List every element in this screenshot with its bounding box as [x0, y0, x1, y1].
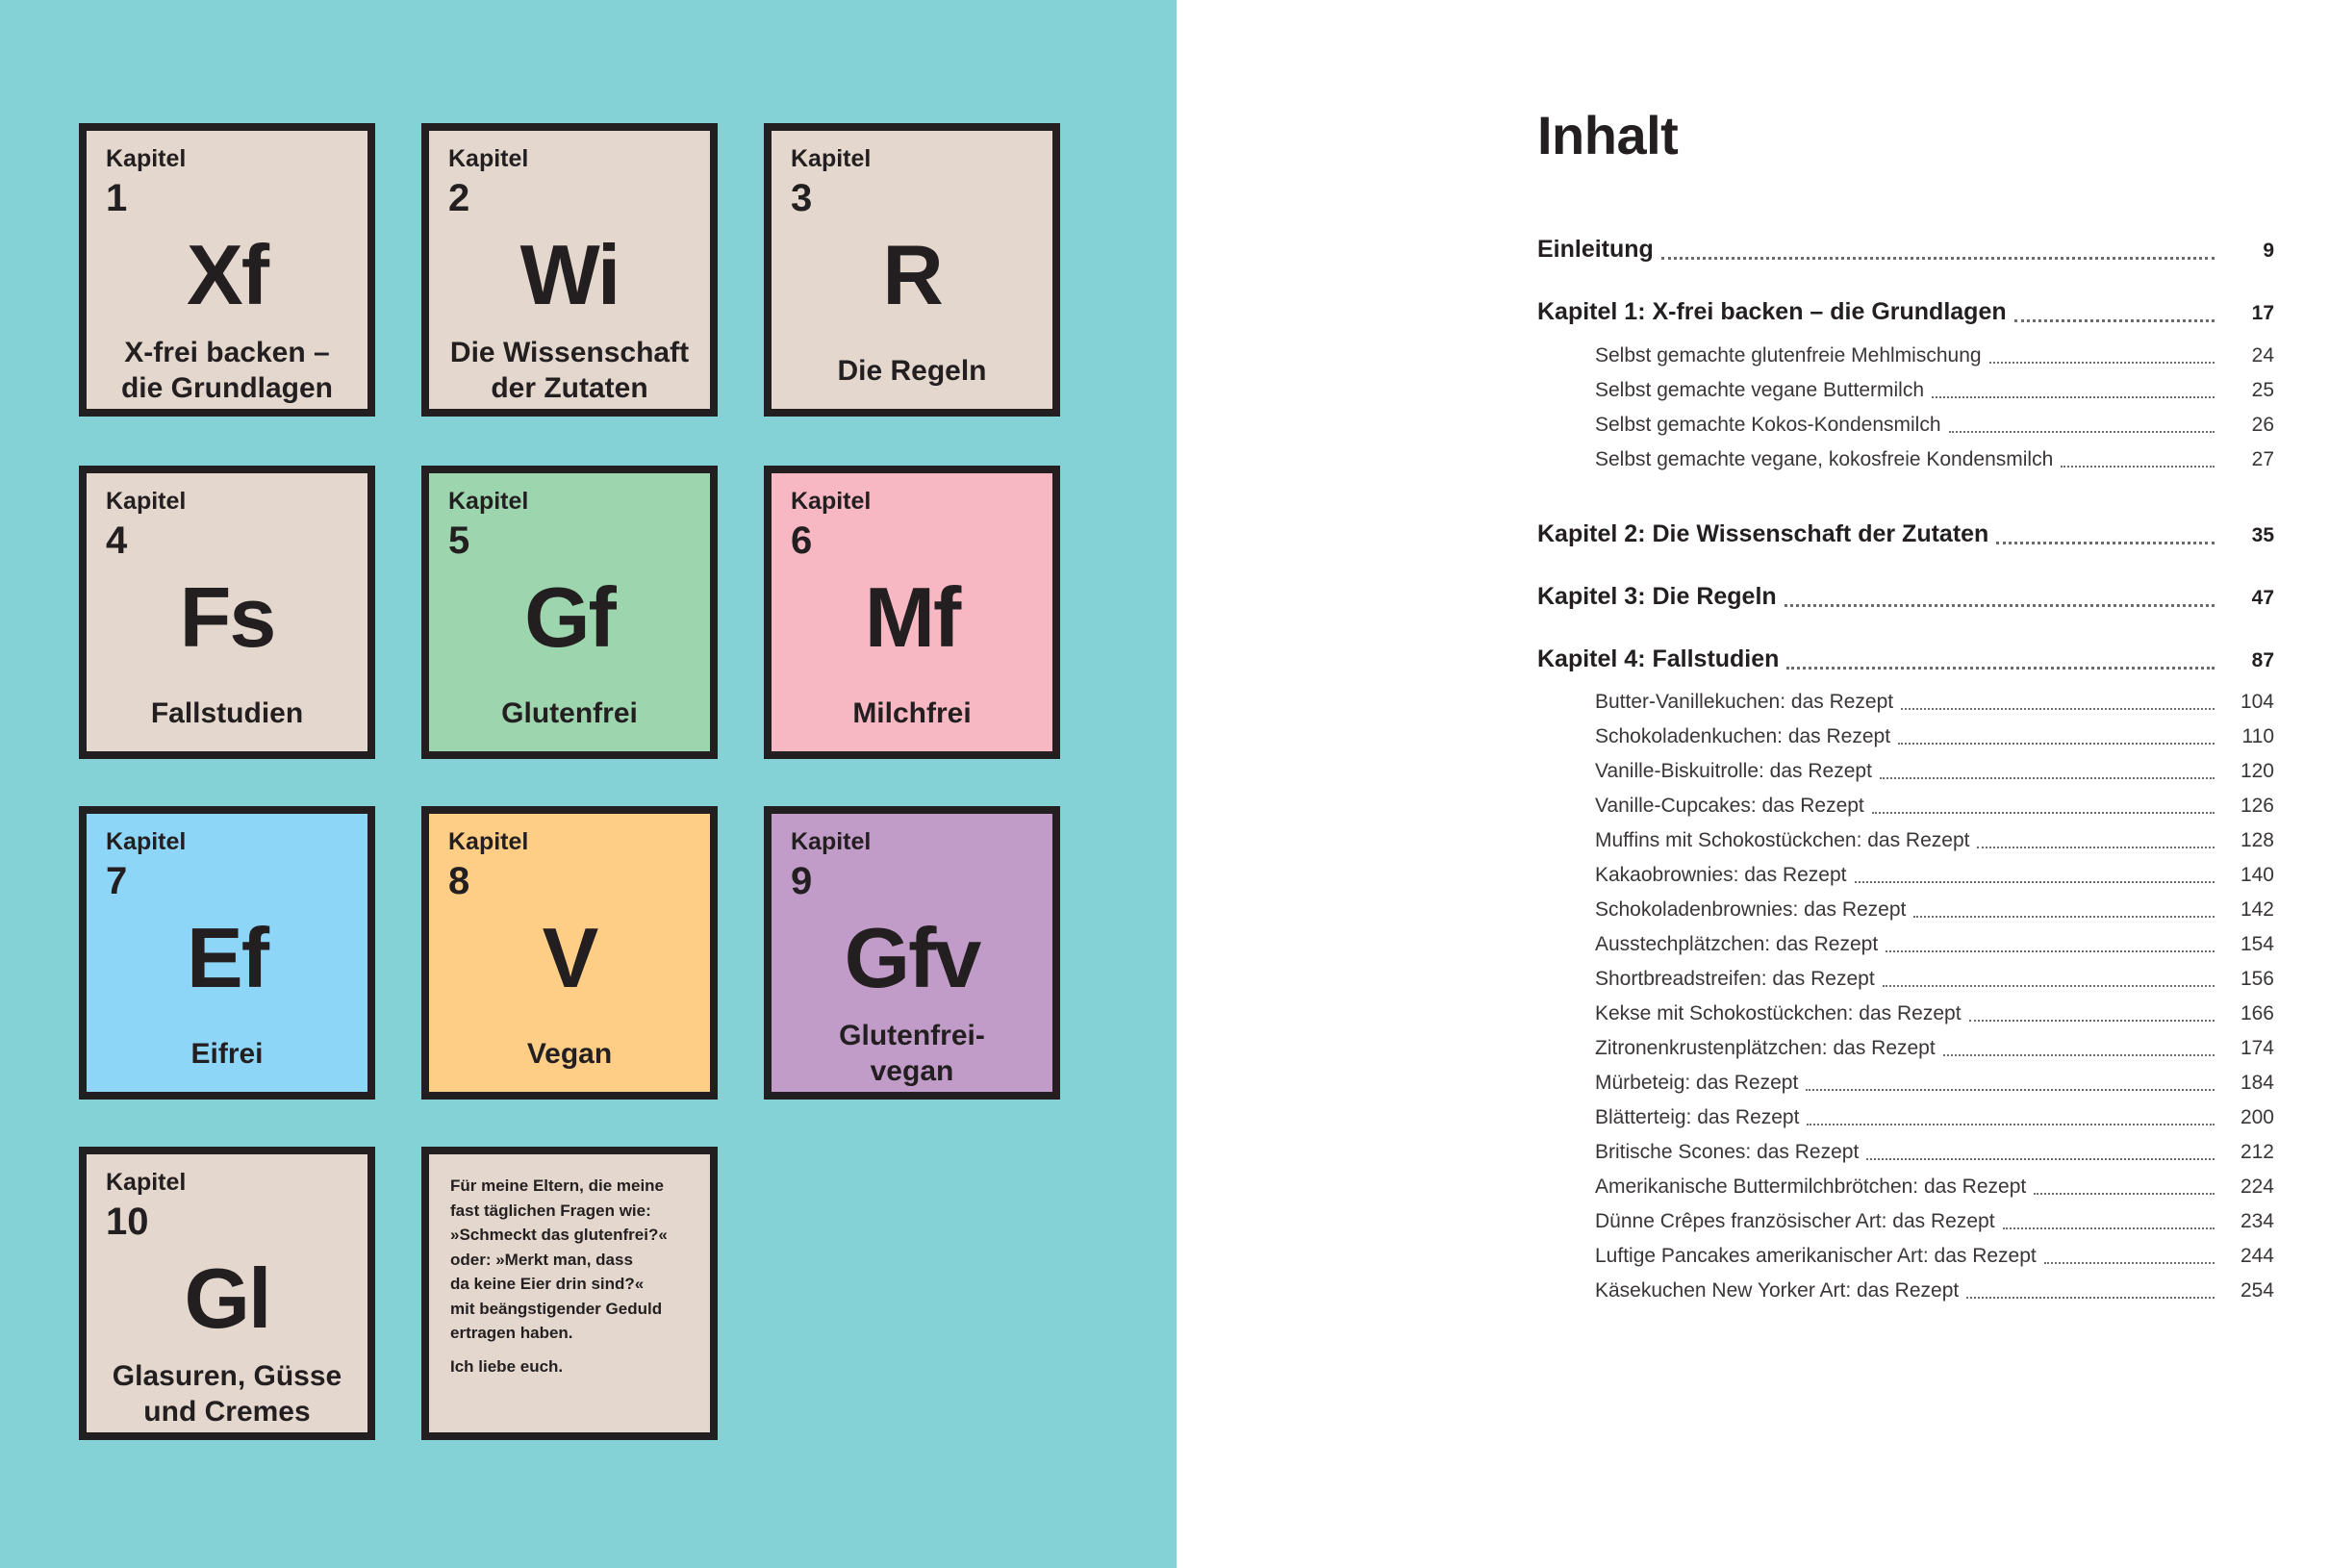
toc-entry [1537, 518, 2274, 552]
toc-entry-title: Einleitung [1537, 236, 1654, 263]
toc-entry-page: 254 [2240, 1279, 2274, 1302]
chapter-tile-2 [421, 123, 718, 417]
toc-entry-title: Kapitel 4: Fallstudien [1537, 645, 1780, 672]
tile-number: 9 [791, 860, 813, 902]
tile-number: 3 [791, 177, 813, 219]
toc-entry-page: 47 [2251, 587, 2274, 609]
dot-leader [1966, 1297, 2215, 1299]
toc-entry [1595, 1034, 2274, 1063]
toc-entry-page: 234 [2240, 1210, 2274, 1232]
dot-leader [2061, 466, 2215, 468]
toc-entry-title: Dünne Crêpes französischer Art: das Rezept [1595, 1210, 1995, 1232]
toc-entry [1595, 999, 2274, 1028]
toc-entry-page: 200 [2240, 1106, 2274, 1128]
chapter-tile-7 [79, 806, 375, 1100]
tile-symbol: Xf [187, 227, 267, 322]
tile-symbol: Wi [519, 227, 620, 322]
toc-entry-page: 156 [2240, 968, 2274, 990]
toc-entry [1537, 643, 2274, 677]
chapter-tile-9 [764, 806, 1060, 1100]
toc-entry [1595, 445, 2274, 474]
dot-leader [1661, 257, 2215, 260]
toc-entry [1595, 896, 2274, 924]
toc-entry-title: Zitronenkrustenplätzchen: das Rezept [1595, 1037, 1936, 1059]
toc-entry-page: 128 [2240, 829, 2274, 851]
toc-entry [1537, 233, 2274, 267]
toc-entry-title: Britische Scones: das Rezept [1595, 1141, 1860, 1163]
chapter-tile-10 [79, 1147, 375, 1440]
toc-entry-page: 166 [2240, 1002, 2274, 1024]
toc-entry-title: Ausstechplätzchen: das Rezept [1595, 933, 1879, 955]
dot-leader [1866, 1158, 2215, 1160]
dot-leader [1989, 362, 2215, 364]
toc-entry [1595, 1103, 2274, 1132]
toc-entry [1595, 826, 2274, 855]
dot-leader [1806, 1089, 2215, 1091]
toc-entry-page: 110 [2241, 725, 2274, 747]
toc-entry [1595, 1277, 2274, 1305]
toc-entry [1595, 1207, 2274, 1236]
tile-number: 7 [106, 860, 128, 902]
dot-leader [1969, 1020, 2215, 1022]
tile-symbol: R [882, 227, 942, 322]
tile-label: Kapitel [791, 488, 872, 515]
dot-leader [1786, 667, 2215, 670]
tile-number: 6 [791, 519, 813, 562]
dot-leader [1898, 743, 2215, 745]
toc-entry-title: Schokoladenkuchen: das Rezept [1595, 725, 1891, 747]
toc-entry-title: Selbst gemachte vegane Buttermilch [1595, 379, 1925, 401]
dot-leader [2014, 319, 2215, 322]
tile-number: 5 [448, 519, 470, 562]
toc-entry [1595, 792, 2274, 821]
dot-leader [2034, 1193, 2215, 1195]
dedication-text [450, 1174, 696, 1378]
dot-leader [1943, 1054, 2215, 1056]
tile-name: Glutenfrei [501, 696, 638, 729]
tile-symbol: Ef [187, 910, 267, 1005]
toc-entry-page: 126 [2240, 795, 2274, 817]
toc-entry-title: Kapitel 2: Die Wissenschaft der Zutaten [1537, 520, 1989, 547]
toc-entry [1537, 295, 2274, 330]
toc-entry-page: 212 [2240, 1141, 2274, 1163]
chapter-tile-4 [79, 466, 375, 759]
dot-leader [2044, 1262, 2215, 1264]
dot-leader [1913, 916, 2215, 918]
dot-leader [2003, 1227, 2215, 1229]
tile-symbol: Gf [524, 569, 615, 665]
toc-entry-page: 154 [2240, 933, 2274, 955]
toc-entry [1595, 1069, 2274, 1098]
tile-label: Kapitel [106, 145, 187, 172]
toc-entry-title: Schokoladenbrownies: das Rezept [1595, 898, 1907, 921]
tile-name: Die Wissenschaft der Zutaten [449, 337, 690, 404]
dot-leader [1901, 708, 2215, 710]
toc-entry [1595, 1242, 2274, 1271]
toc-entry [1537, 580, 2274, 615]
dot-leader [1949, 431, 2215, 433]
toc-entry [1595, 1173, 2274, 1201]
tile-label: Kapitel [106, 1169, 187, 1196]
toc-entry-title: Käsekuchen New Yorker Art: das Rezept [1595, 1279, 1960, 1302]
tile-symbol: Fs [179, 569, 275, 665]
tile-name: X-frei backen – die Grundlagen [120, 337, 334, 404]
tile-label: Kapitel [448, 488, 529, 515]
toc-entry-title: Luftige Pancakes amerikanischer Art: das Rezept [1595, 1245, 2037, 1267]
tile-number: 2 [448, 177, 470, 219]
toc-entry-page: 174 [2240, 1037, 2274, 1059]
toc-entry [1595, 341, 2274, 370]
toc-entry [1595, 930, 2274, 959]
dedication-paragraph: Für meine Eltern, die meine fast täglichen Fragen wie: »Schmeckt das glutenfrei?« oder: »Merkt man, dass da keine Eier drin sind?« mit beängstigender Geduld ertragen haben. [450, 1176, 668, 1342]
dot-leader [1880, 777, 2215, 779]
tile-label: Kapitel [106, 488, 187, 515]
toc-entry-page: 25 [2251, 379, 2274, 401]
toc-entry [1595, 688, 2274, 717]
tile-label: Kapitel [791, 828, 872, 855]
toc-entry-page: 104 [2240, 691, 2274, 713]
toc-entry [1595, 722, 2274, 751]
tile-name: Glutenfrei- vegan [839, 1020, 985, 1087]
tile-label: Kapitel [106, 828, 187, 855]
tile-symbol: Mf [864, 569, 960, 665]
dot-leader [1996, 542, 2215, 544]
tile-label: Kapitel [448, 828, 529, 855]
dot-leader [1785, 604, 2215, 607]
dot-leader [1932, 396, 2215, 398]
dot-leader [1886, 950, 2215, 952]
toc-entry [1595, 376, 2274, 405]
tile-name: Vegan [526, 1037, 613, 1070]
toc-entry-page: 184 [2240, 1072, 2274, 1094]
toc-entry [1595, 965, 2274, 994]
toc-entry-page: 17 [2251, 302, 2274, 324]
toc-entry-page: 26 [2251, 414, 2274, 436]
toc-entry-title: Selbst gemachte Kokos-Kondensmilch [1595, 414, 1941, 436]
dot-leader [1977, 847, 2215, 848]
toc-entry-title: Muffins mit Schokostückchen: das Rezept [1595, 829, 1970, 851]
toc-entry [1595, 411, 2274, 440]
tile-label: Kapitel [791, 145, 872, 172]
tile-symbol: Gl [184, 1251, 270, 1346]
chapter-tile-1 [79, 123, 375, 417]
tile-name: Die Regeln [837, 354, 987, 387]
toc-entry [1595, 1138, 2274, 1167]
dedication-tile [421, 1147, 718, 1440]
chapter-tile-8 [421, 806, 718, 1100]
tile-symbol: V [542, 910, 597, 1005]
toc-entry-page: 140 [2240, 864, 2274, 886]
chapter-tile-5 [421, 466, 718, 759]
dot-leader [1883, 985, 2215, 987]
tile-name: Eifrei [190, 1037, 264, 1070]
toc-entry-title: Amerikanische Buttermilchbrötchen: das Rezept [1595, 1176, 2027, 1198]
toc-entry-title: Selbst gemachte vegane, kokosfreie Kondensmilch [1595, 448, 2054, 470]
toc-entry [1595, 757, 2274, 786]
tile-symbol: Gfv [844, 910, 980, 1005]
toc-title: Inhalt [1537, 105, 1679, 165]
dot-leader [1872, 812, 2215, 814]
tile-name: Glasuren, Güsse und Cremes [112, 1360, 342, 1428]
dot-leader [1855, 881, 2215, 883]
tile-number: 1 [106, 177, 128, 219]
toc-entry-page: 9 [2263, 240, 2274, 262]
tile-number: 4 [106, 519, 128, 562]
toc-entry-page: 224 [2240, 1176, 2274, 1198]
toc-entry-page: 24 [2251, 344, 2274, 367]
tile-number: 8 [448, 860, 470, 902]
dot-leader [1807, 1124, 2215, 1125]
toc-entry-title: Shortbreadstreifen: das Rezept [1595, 968, 1875, 990]
toc-entry-title: Butter-Vanillekuchen: das Rezept [1595, 691, 1894, 713]
toc-entry-title: Kekse mit Schokostückchen: das Rezept [1595, 1002, 1962, 1024]
toc-entry-title: Kakaobrownies: das Rezept [1595, 864, 1847, 886]
toc-entry-page: 87 [2251, 649, 2274, 671]
toc-entry-page: 120 [2240, 760, 2274, 782]
tile-label: Kapitel [448, 145, 529, 172]
dedication-closing: Ich liebe euch. [450, 1356, 564, 1376]
toc-entry [1595, 861, 2274, 890]
toc-entry-title: Vanille-Cupcakes: das Rezept [1595, 795, 1864, 817]
toc-entry-title: Blätterteig: das Rezept [1595, 1106, 1800, 1128]
toc-entry-title: Mürbeteig: das Rezept [1595, 1072, 1799, 1094]
toc-entry-page: 244 [2240, 1245, 2274, 1267]
toc-entry-page: 27 [2251, 448, 2274, 470]
toc-entry-page: 35 [2251, 524, 2274, 546]
tile-name: Fallstudien [150, 696, 304, 729]
toc-entry-title: Kapitel 1: X-frei backen – die Grundlagen [1537, 298, 2007, 325]
toc-entry-title: Kapitel 3: Die Regeln [1537, 583, 1777, 610]
toc-entry-title: Selbst gemachte glutenfreie Mehlmischung [1595, 344, 1982, 367]
tile-number: 10 [106, 1201, 149, 1243]
toc-entry-page: 142 [2240, 898, 2274, 921]
chapter-tile-6 [764, 466, 1060, 759]
toc-entry-title: Vanille-Biskuitrolle: das Rezept [1595, 760, 1872, 782]
tile-name: Milchfrei [852, 696, 972, 729]
chapter-tile-3 [764, 123, 1060, 417]
